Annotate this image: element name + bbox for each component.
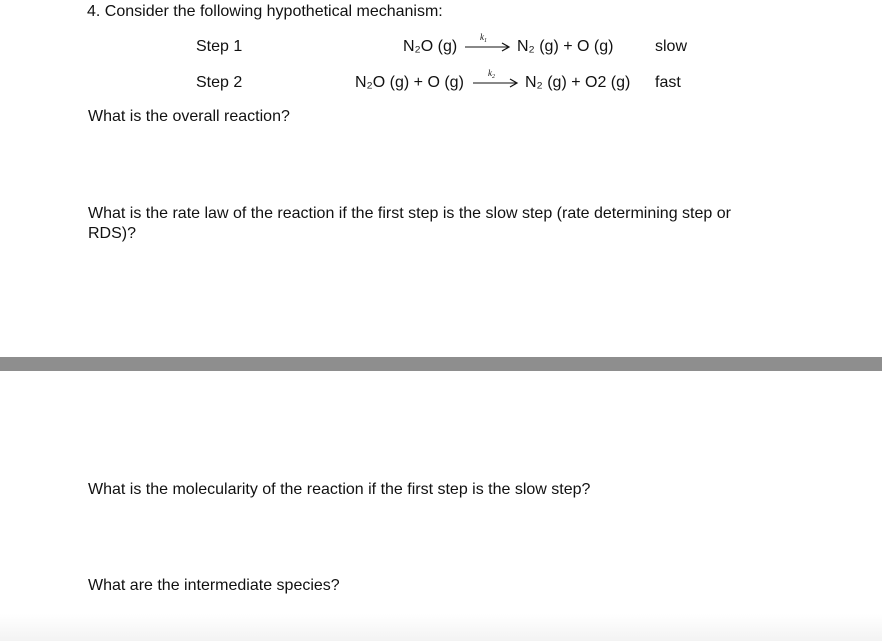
intermediates-prompt: What are the intermediate species? bbox=[88, 577, 340, 594]
document-page-bottom bbox=[0, 371, 882, 641]
step-2-rate-constant: $k_2$ bbox=[488, 68, 495, 80]
page-break-divider bbox=[0, 357, 882, 371]
step-1-reactants: N₂O (g) bbox=[403, 38, 458, 55]
rate-law-prompt: What is the rate law of the reaction if the first step is the slow step (rate determining step or RDS)? bbox=[88, 205, 731, 242]
step-2-reaction-arrow bbox=[472, 68, 520, 92]
molecularity-prompt: What is the molecularity of the reaction if the first step is the slow step? bbox=[88, 481, 591, 498]
step-1-speed: slow bbox=[655, 38, 688, 55]
right-arrow-icon bbox=[472, 74, 520, 92]
step-1-reaction-arrow bbox=[464, 32, 512, 56]
overall-reaction-prompt: What is the overall reaction? bbox=[88, 108, 290, 125]
step-1-label: Step 1 bbox=[196, 38, 243, 55]
question-heading: 4. Consider the following hypothetical mechanism: bbox=[87, 3, 443, 20]
step-2-label: Step 2 bbox=[196, 74, 243, 91]
step-1-products: N₂ (g) + O (g) bbox=[517, 38, 614, 55]
step-2-products: N₂ (g) + O2 (g) bbox=[525, 74, 631, 91]
step-2-speed: fast bbox=[655, 74, 681, 91]
step-2-reactants: N₂O (g) + O (g) bbox=[355, 74, 464, 91]
right-arrow-icon bbox=[464, 38, 512, 56]
step-1-rate-constant: $k_1$ bbox=[480, 32, 487, 44]
